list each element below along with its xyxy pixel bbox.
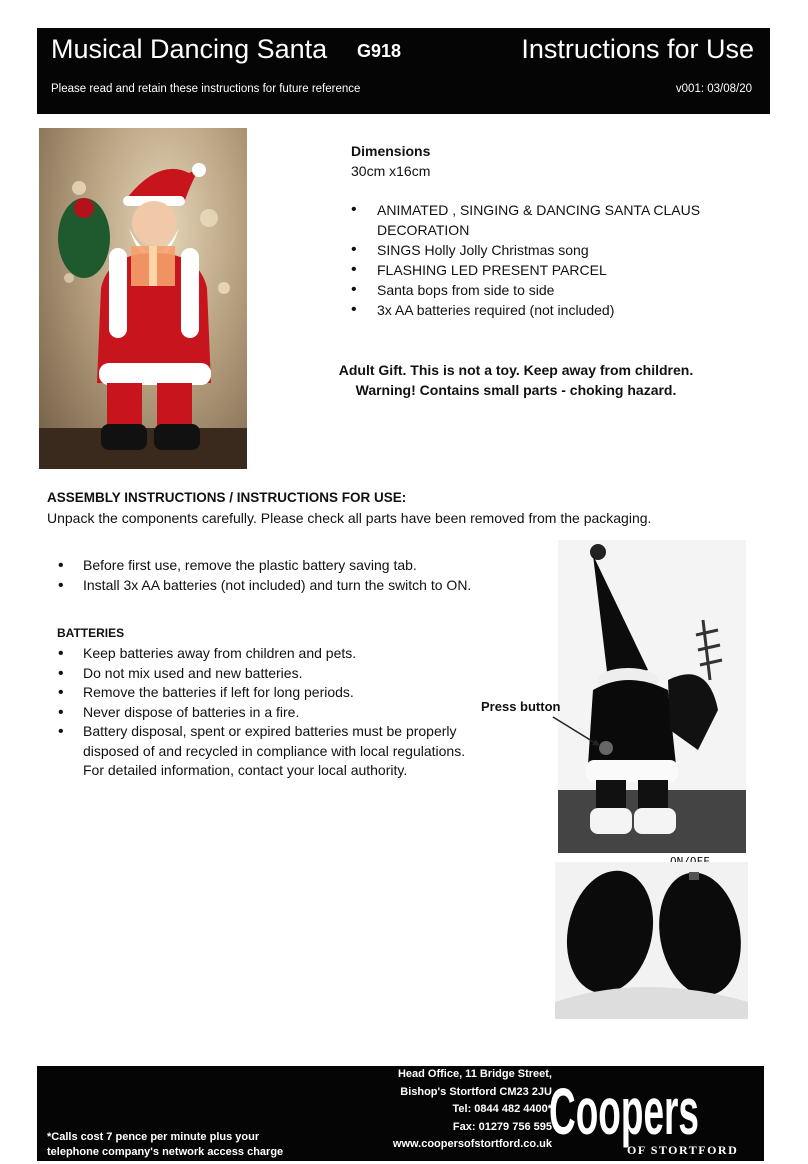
- warning-line: Adult Gift. This is not a toy. Keep away from children.: [338, 362, 694, 378]
- note-line: *Calls cost 7 pence per minute plus your: [47, 1131, 260, 1143]
- logo-wordmark: Coopers: [549, 1074, 699, 1148]
- document-type: Instructions for Use: [521, 34, 754, 64]
- header-subtitle: Please read and retain these instructions for future reference: [51, 83, 361, 95]
- pointer-arrow-icon: [548, 712, 608, 752]
- assembly-steps: [58, 556, 478, 595]
- list-item: • Never dispose of batteries in a fire.: [58, 703, 478, 723]
- list-item: • Install 3x AA batteries (not included) and turn the switch to ON.: [58, 576, 478, 596]
- santa-boots-figure: [555, 862, 748, 1019]
- dimensions-label: Dimensions: [351, 143, 431, 159]
- note-line: telephone company's network access charge: [47, 1146, 284, 1158]
- list-item: • Keep batteries away from children and pets.: [58, 644, 478, 664]
- version-label: v001: 03/08/20: [675, 83, 752, 95]
- dimensions-block: [351, 141, 430, 181]
- call-cost-note: [47, 1130, 283, 1160]
- footer-bar: [37, 1066, 764, 1161]
- phone-line: Tel: 0844 482 4400*: [452, 1103, 552, 1115]
- address-line: Bishop's Stortford CM23 2JU: [400, 1085, 552, 1098]
- batteries-heading: BATTERIES: [57, 626, 125, 640]
- feature-list: [351, 200, 711, 320]
- list-item: • 3x AA batteries required (not included): [351, 300, 711, 320]
- list-item: • FLASHING LED PRESENT PARCEL: [351, 260, 711, 280]
- boots-switch-illustration: [555, 862, 748, 1019]
- battery-list: [58, 644, 478, 781]
- warning-line: Warning! Contains small parts - choking hazard.: [355, 382, 677, 398]
- address-line: Head Office, 11 Bridge Street,: [397, 1068, 552, 1080]
- product-title: Musical Dancing Santa: [51, 34, 328, 64]
- dimensions-value: 30cm x16cm: [351, 163, 431, 179]
- safety-warning: [330, 360, 702, 400]
- list-item: • Do not mix used and new batteries.: [58, 664, 478, 684]
- fax-line: Fax: 01279 756 595: [452, 1120, 552, 1133]
- product-photo: [39, 128, 247, 469]
- head-office-address: [352, 1066, 552, 1154]
- santa-photo-illustration: [39, 128, 247, 469]
- list-item: • Battery disposal, spent or expired batteries must be properly disposed of and recycled in compliance with local regulations. For detailed information, contact your local authority.: [58, 722, 478, 781]
- assembly-intro: Unpack the components carefully. Please check all parts have been removed from the packaging.: [47, 510, 652, 526]
- assembly-heading: ASSEMBLY INSTRUCTIONS / INSTRUCTIONS FOR USE:: [47, 490, 407, 505]
- press-button-label: Press button: [481, 699, 561, 714]
- list-item: • Remove the batteries if left for long periods.: [58, 683, 478, 703]
- product-code: G918: [357, 41, 402, 61]
- coopers-logo: [545, 1068, 759, 1158]
- list-item: • ANIMATED , SINGING & DANCING SANTA CLAUS DECORATION: [351, 200, 711, 240]
- header-bar: [37, 28, 770, 114]
- santa-back-illustration: [558, 540, 746, 853]
- list-item: • Santa bops from side to side: [351, 280, 711, 300]
- santa-back-figure: [558, 540, 746, 853]
- website-link[interactable]: www.coopersofstortford.co.uk: [392, 1138, 552, 1150]
- logo-subline: OF STORTFORD: [627, 1143, 739, 1157]
- list-item: • Before first use, remove the plastic battery saving tab.: [58, 556, 478, 576]
- list-item: • SINGS Holly Jolly Christmas song: [351, 240, 711, 260]
